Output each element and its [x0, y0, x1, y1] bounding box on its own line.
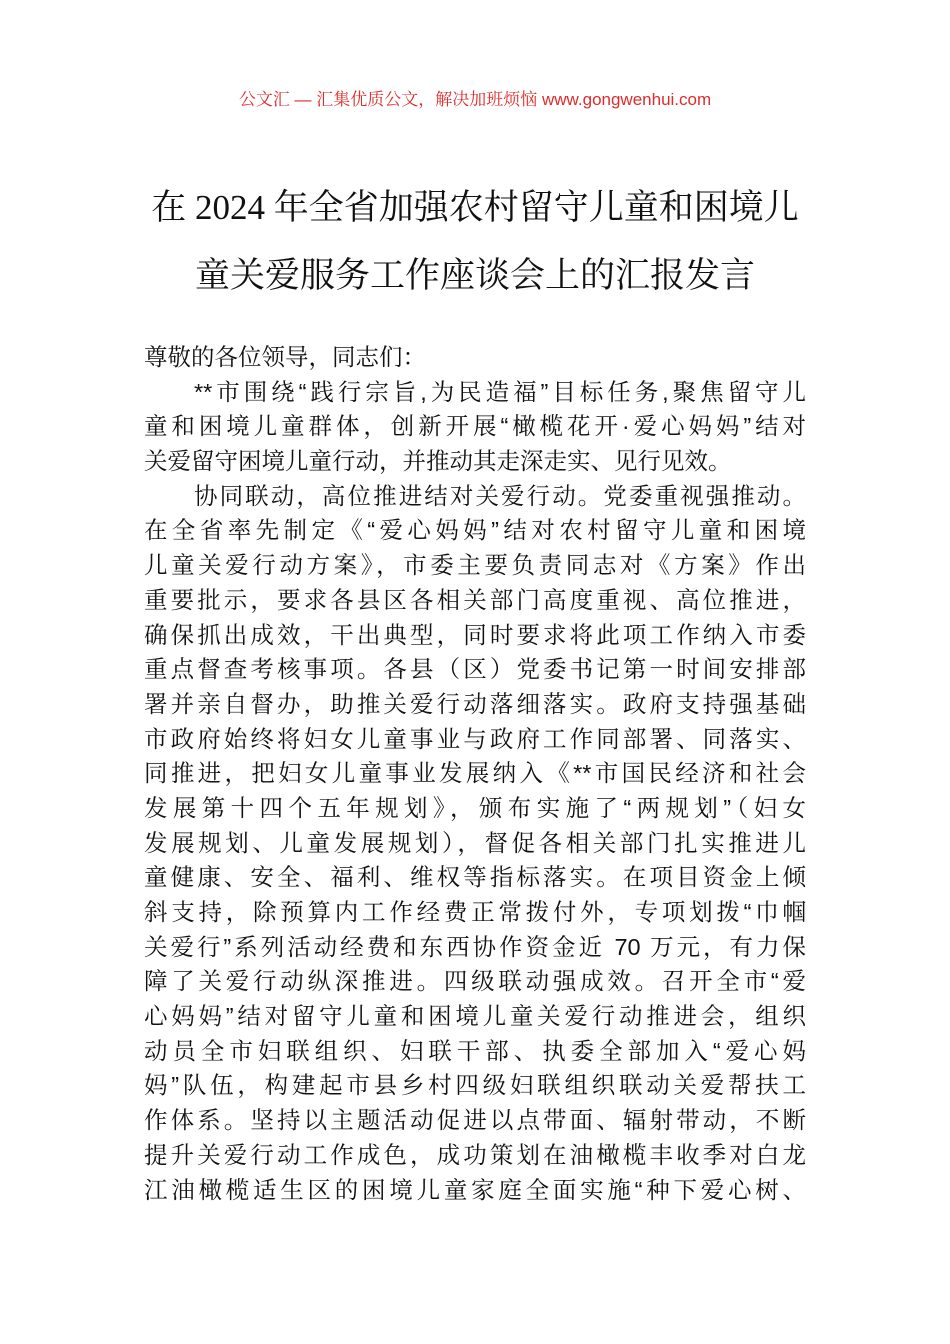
body-line: 确保抓出成效，干出典型，同时要求将此项工作纳入市委	[144, 621, 806, 648]
body-line: 署并亲自督办，助推关爱行动落细落实。政府支持强基础	[144, 690, 806, 717]
body-line: 作体系。坚持以主题活动促进以点带面、辐射带动，不断	[144, 1107, 806, 1134]
salutation: 尊敬的各位领导，同志们：	[144, 344, 426, 370]
body-line: 关爱行”系列活动经费和东西协作资金近 70 万元，有力保	[144, 933, 806, 960]
body-line: 儿童关爱行动方案》，市委主要负责同志对《方案》作出	[144, 552, 806, 579]
body-line: 妈”队伍，构建起市县乡村四级妇联组织联动关爱帮扶工	[144, 1072, 806, 1099]
body-line: 重点督查考核事项。各县（区）党委书记第一时间安排部	[144, 656, 806, 683]
watermark-header: 公文汇 — 汇集优质公文，解决加班烦恼 www.gongwenhui.com	[238, 90, 712, 109]
body-line: **市围绕“践行宗旨,为民造福”目标任务,聚焦留守儿	[194, 378, 806, 405]
body-line: 在全省率先制定《“爱心妈妈”结对农村留守儿童和困境	[144, 517, 806, 544]
body-line: 协同联动，高位推进结对关爱行动。党委重视强推动。	[194, 482, 806, 509]
body-line: 关爱留守困境儿童行动，并推动其走深走实、见行见效。	[144, 448, 732, 475]
body-line: 斜支持，除预算内工作经费正常拨付外，专项划拨“巾帼	[144, 899, 806, 925]
body-line: 障了关爱行动纵深推进。四级联动强成效。召开全市“爱	[144, 968, 806, 995]
body-line: 重要批示，要求各县区各相关部门高度重视、高位推进，	[144, 586, 806, 613]
body-line: 同推进，把妇女儿童事业发展纳入《**市国民经济和社会	[144, 760, 806, 787]
body-line: 童健康、安全、福利、维权等指标落实。在项目资金上倾	[144, 864, 806, 891]
body-line: 心妈妈”结对留守儿童和困境儿童关爱行动推进会，组织	[144, 1003, 806, 1030]
document-body	[144, 340, 806, 1207]
body-line: 发展第十四个五年规划》，颁布实施了“两规划”（妇女	[144, 794, 806, 821]
body-line: 发展规划、儿童发展规划），督促各相关部门扎实推进儿	[144, 829, 806, 856]
body-line: 江油橄榄适生区的困境儿童家庭全面实施“种下爱心树、	[144, 1176, 806, 1203]
document-title-line-2: 童关爱服务工作座谈会上的汇报发言	[194, 256, 755, 295]
document-title-line-1: 在 2024 年全省加强农村留守儿童和困境儿	[151, 188, 799, 227]
body-line: 童和困境儿童群体，创新开展“橄榄花开·爱心妈妈”结对	[144, 413, 806, 440]
body-line: 动员全市妇联组织、妇联干部、执委全部加入“爱心妈	[144, 1037, 806, 1064]
body-line: 市政府始终将妇女儿童事业与政府工作同部署、同落实、	[144, 725, 806, 752]
body-line: 提升关爱行动工作成色，成功策划在油橄榄丰收季对白龙	[144, 1141, 806, 1168]
